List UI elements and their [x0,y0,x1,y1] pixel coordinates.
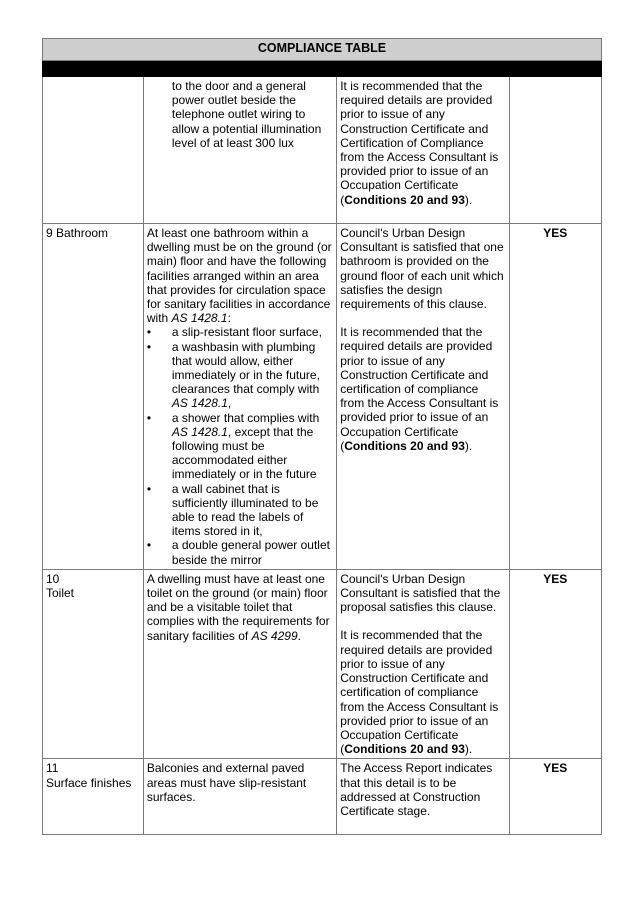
requirement-cell [143,224,336,570]
compliance-document [42,38,602,835]
requirement-cell [143,569,336,758]
comment-cell [337,759,509,835]
comment-text: It is recommended that the required details are provided prior to issue of any Construction Certificate and certification of compliance from the Access Consultant is provided prior to issue of an Occupation Certificate (Conditions 20 and 93). [340,325,499,453]
comment-cell [337,77,509,224]
requirement-cell [143,759,336,835]
item-label: 9 Bathroom [46,226,109,240]
header-cell [509,61,602,77]
table-row [43,759,602,835]
list-item: • a shower that complies with AS 1428.1, except that the following must be accommodated either immediately or in the future [147,411,333,482]
comment-text: Council's Urban Design Consultant is satisfied that one bathroom is provided on the ground floor of each unit which satisfies the design requirements of this clause. [340,226,504,312]
list-item: • a double general power outlet beside the mirror [147,538,333,566]
table-header-bar [43,61,602,77]
requirement-intro: At least one bathroom within a dwelling must be on the ground (or main) floor and have the following facilities arranged within an area that provides for circulation space for sanitary facilities in accordance with AS 1428.1: [146,226,332,326]
compliance-table [42,38,602,835]
list-item: • a washbasin with plumbing that would allow, either immediately or in the future, clearances that comply with AS 1428.1, [147,340,333,411]
item-cell [43,224,144,570]
requirement-text: to the door and a general power outlet beside the telephone outlet wiring to allow a potential illumination level of at least 300 lux [171,79,322,150]
requirement-cell [143,77,336,224]
header-cell [337,61,509,77]
compliance-cell [509,77,602,224]
requirement-list [147,325,333,566]
compliance-cell [509,759,602,835]
table-title-row [43,39,602,61]
list-item: • a wall cabinet that is sufficiently illuminated to be able to read the labels of items stored in it, [147,482,333,539]
comment-text: Council's Urban Design Consultant is satisfied that the proposal satisfies this clause. [340,571,501,615]
list-item: • a slip-resistant floor surface, [147,325,333,339]
compliance-cell [509,224,602,570]
comment-text: It is recommended that the required details are provided prior to issue of any Construction Certificate and Certification of Compliance from the Access Consultant is provided prior to issue of an Occupation Certificate (Conditions 20 and 93). [340,79,499,207]
compliance-value: YES [543,761,568,776]
compliance-value: YES [543,571,568,586]
table-title: COMPLIANCE TABLE [43,39,602,61]
comment-cell [337,569,509,758]
table-row [43,224,602,570]
item-cell [43,569,144,758]
comment-text: It is recommended that the required details are provided prior to issue of any Construction Certificate and certification of compliance from the Access Consultant is provided prior to issue of an Occupation Certificate (Conditions 20 and 93). [340,628,499,757]
header-cell [143,61,336,77]
table-row [43,77,602,224]
comment-cell [337,224,509,570]
requirement-text: A dwelling must have at least one toilet on the ground (or main) floor and be a visitable toilet that complies with the requirements for sanitary facilities of AS 4299. [146,571,330,643]
item-label: Surface finishes [46,775,132,790]
item-number: 10 [46,571,60,586]
item-cell [43,77,144,224]
item-label: Toilet [46,586,75,601]
table-row [43,569,602,758]
item-number: 11 [46,761,59,776]
compliance-cell [509,569,602,758]
comment-text: The Access Report indicates that this detail is to be addressed at Construction Certificate stage. [340,761,493,818]
header-cell [43,61,144,77]
item-cell [43,759,144,835]
requirement-text: Balconies and external paved areas must have slip-resistant surfaces. [146,761,307,804]
compliance-value: YES [543,226,568,240]
